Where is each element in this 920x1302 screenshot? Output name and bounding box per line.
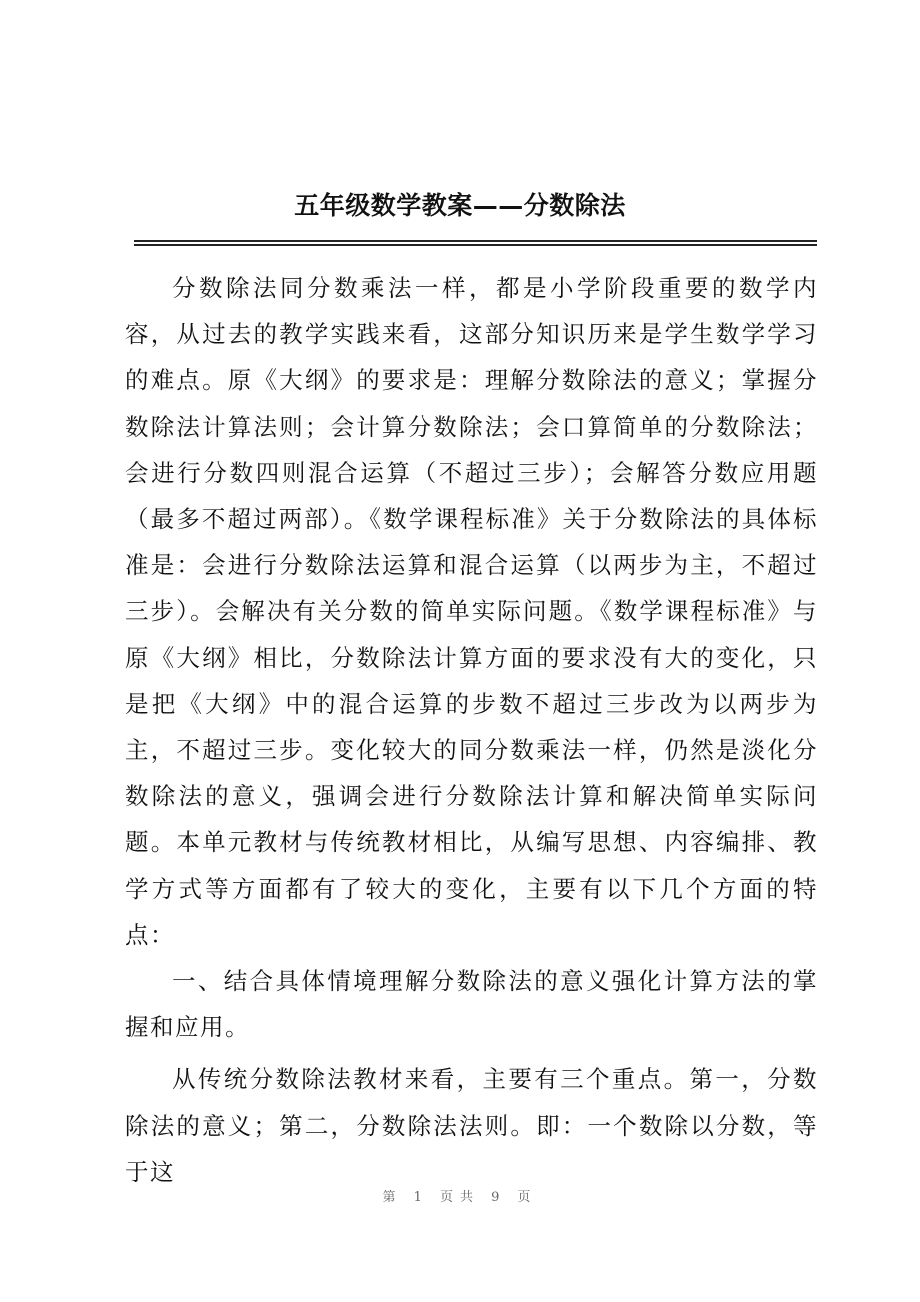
page-footer: 第 1 页共 9 页 bbox=[382, 1190, 538, 1205]
document-title: 五年级数学教案——分数除法 bbox=[294, 191, 626, 220]
paragraph-intro: 分数除法同分数乘法一样，都是小学阶段重要的数学内容，从过去的教学实践来看，这部分知识历来是学生数学学习的难点。原《大纲》的要求是：理解分数除法的意义；掌握分数除法计算法则；会计算分数除法；会口算简单的分数除法；会进行分数四则混合运算（不超过三步）；会解答分数应用题（最多不超过两部）。《数学课程标准》关于分数除法的具体标准是：会进行分数除法运算和混合运算（以两步为主，不超过三步）。会解决有关分数的简单实际问题。《数学课程标准》与原《大纲》相比，分数除法计算方面的要求没有大的变化，只是把《大纲》中的混合运算的步数不超过三步改为以两步为主，不超过三步。变化较大的同分数乘法一样，仍然是淡化分数除法的意义，强调会进行分数除法计算和解决简单实际问题。本单元教材与传统教材相比，从编写思想、内容编排、教学方式等方面都有了较大的变化，主要有以下几个方面的特点： bbox=[125, 274, 818, 949]
paragraph-heading-one: 一、结合具体情境理解分数除法的意义强化计算方法的掌握和应用。 bbox=[125, 967, 818, 1042]
document-body bbox=[125, 265, 818, 1195]
title-rule-top bbox=[134, 240, 817, 242]
title-rule-bottom bbox=[134, 244, 817, 246]
paragraph-traditional: 从传统分数除法教材来看，主要有三个重点。第一，分数除法的意义；第二，分数除法法则。即：一个数除以分数，等于这 bbox=[125, 1065, 818, 1186]
